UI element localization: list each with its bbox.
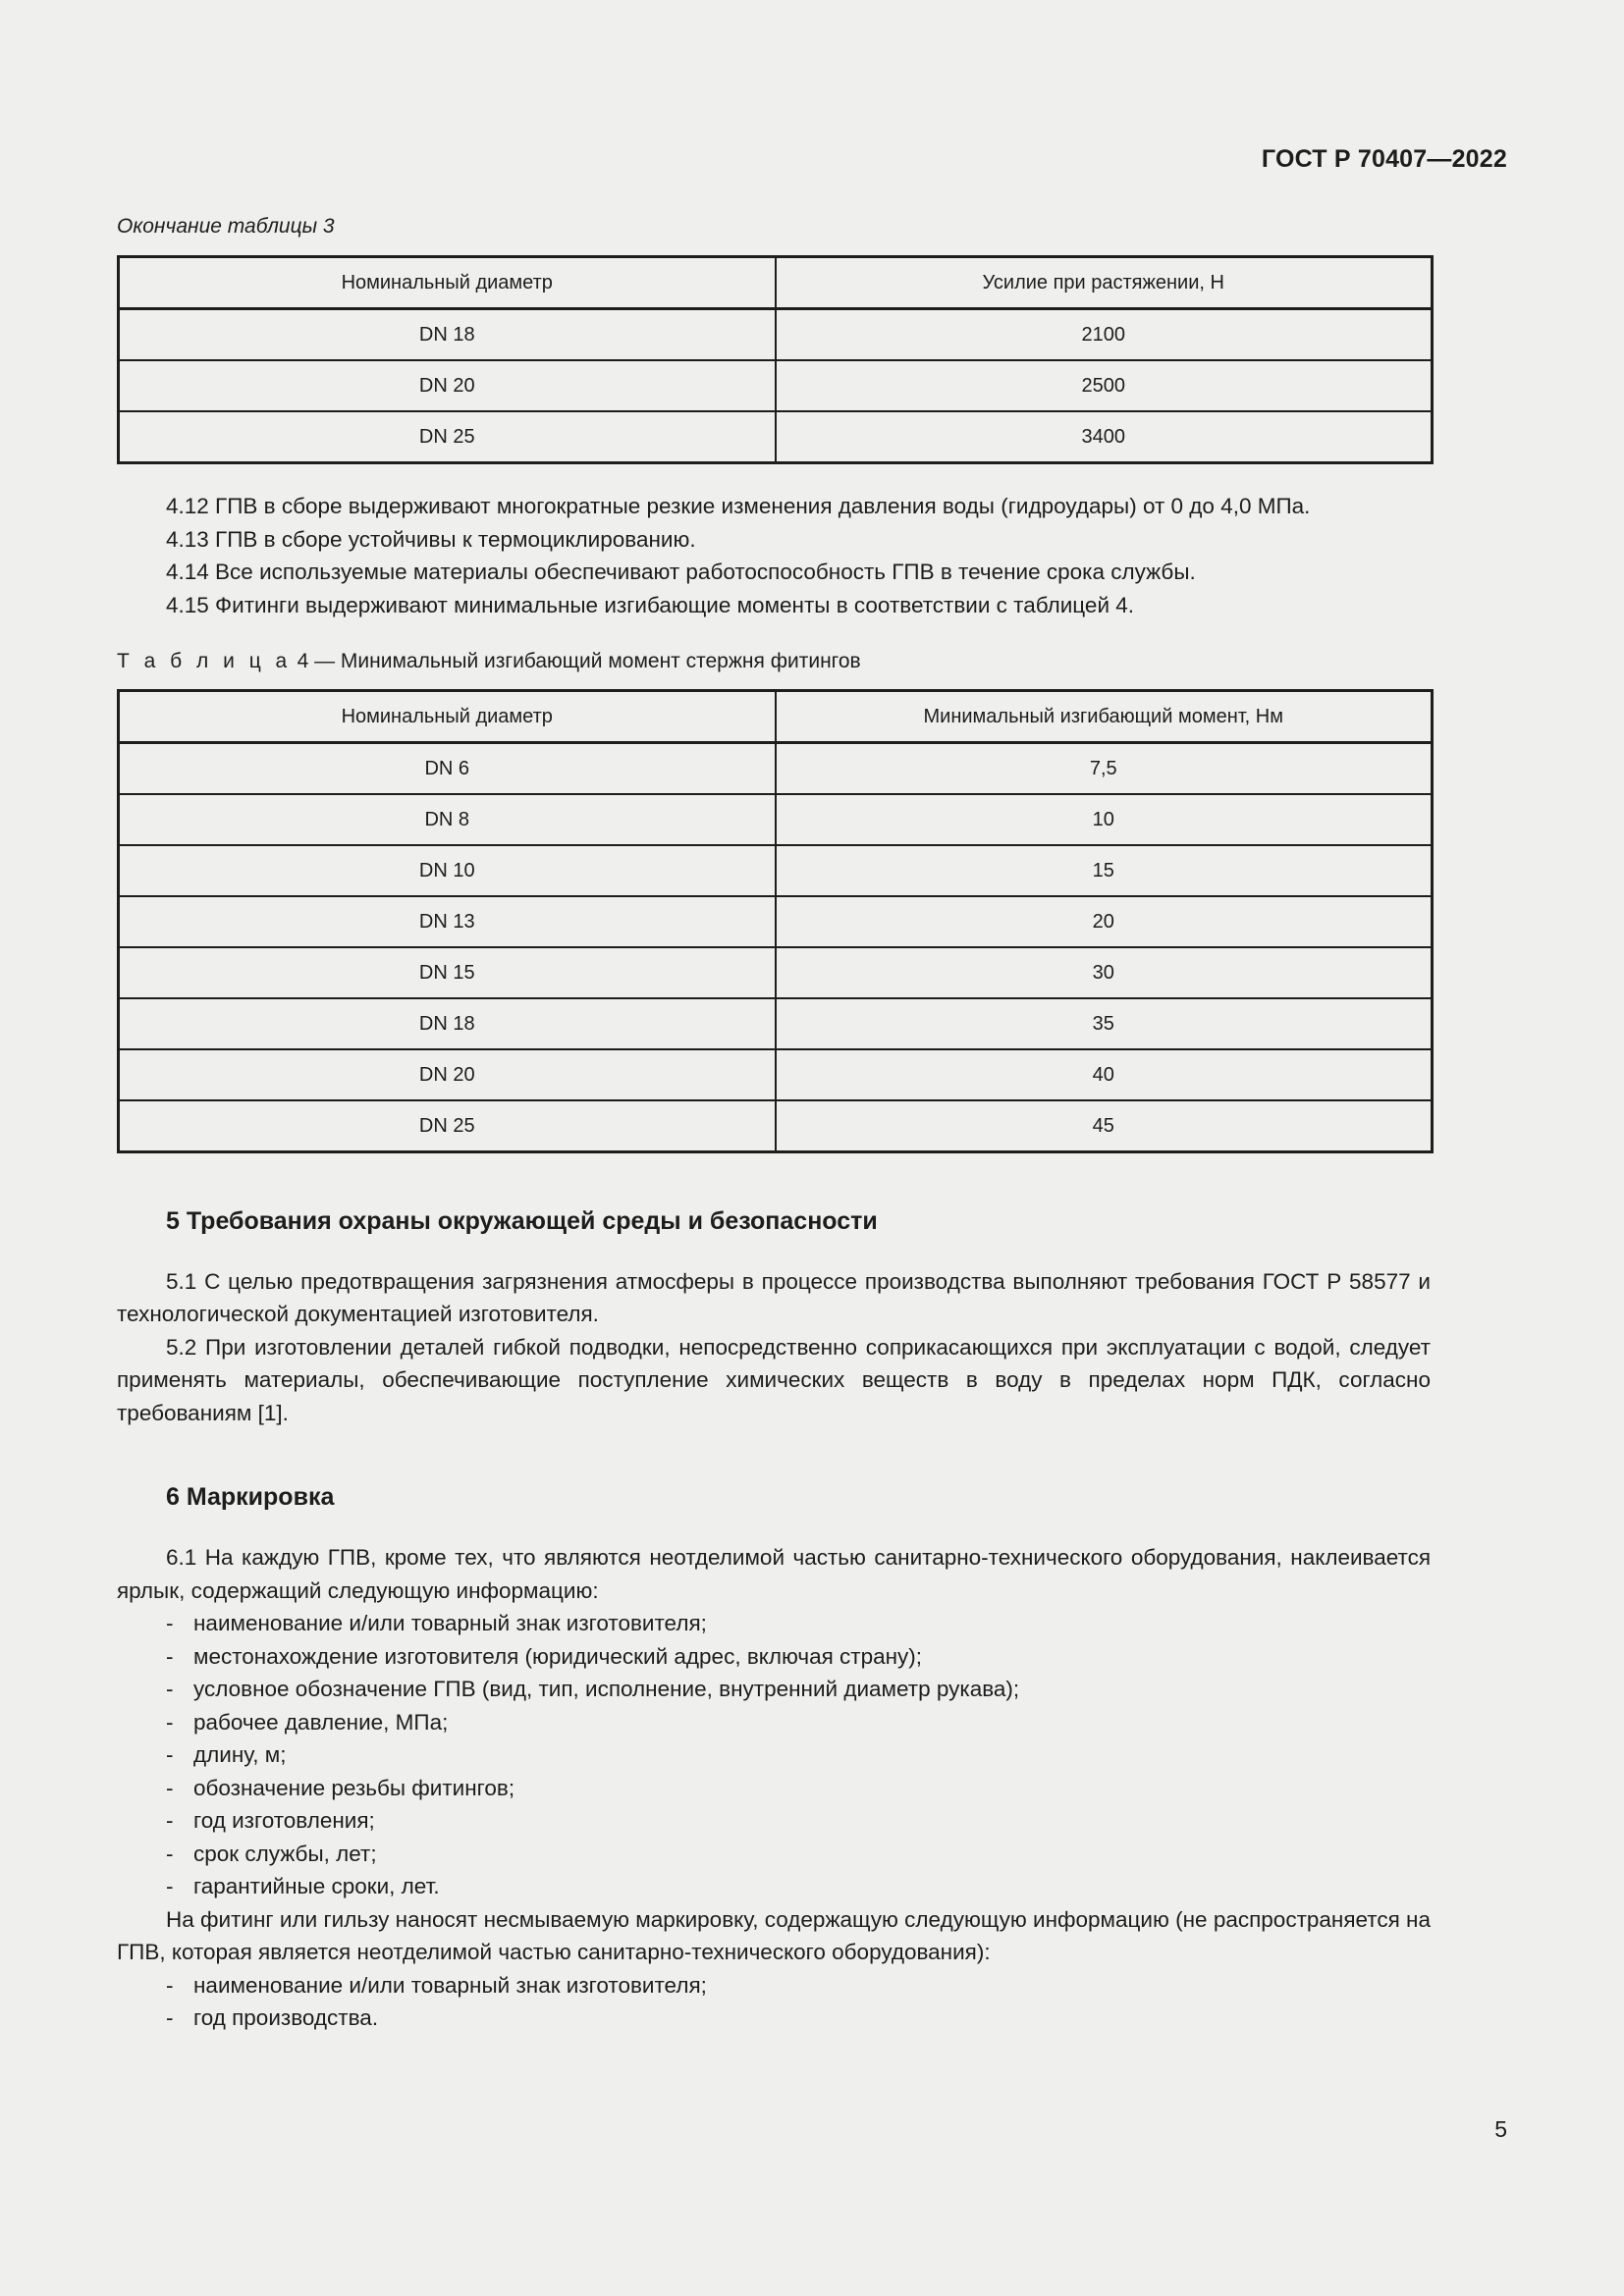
list-item bbox=[117, 1870, 1431, 1903]
list-item bbox=[117, 1640, 1431, 1674]
fitting-info-list bbox=[117, 1969, 1431, 2035]
dash-marker: - bbox=[166, 1808, 174, 1833]
table-row bbox=[119, 309, 1433, 361]
page-content bbox=[117, 214, 1431, 2035]
table-header-row bbox=[119, 690, 1433, 742]
cell-diameter: DN 25 bbox=[119, 411, 776, 463]
column-header-nominal-diameter: Номинальный диаметр bbox=[119, 257, 776, 309]
dash-marker: - bbox=[166, 2005, 174, 2030]
list-item-label: местонахождение изготовителя (юридический адрес, включая страну); bbox=[193, 1643, 923, 1669]
table-row bbox=[119, 1049, 1433, 1100]
clause-5-1: 5.1 С целью предотвращения загрязнения атмосферы в процессе производства выполняют требования ГОСТ Р 58577 и технологической документацией изготовителя. bbox=[117, 1268, 1431, 1326]
list-item bbox=[117, 1838, 1431, 1871]
dash-marker: - bbox=[166, 1611, 174, 1635]
cell-diameter: DN 8 bbox=[119, 794, 776, 845]
list-item-label: рабочее давление, МПа; bbox=[193, 1709, 449, 1735]
list-item-label: гарантийные сроки, лет. bbox=[193, 1874, 440, 1898]
cell-moment: 20 bbox=[776, 896, 1433, 947]
list-item bbox=[117, 1772, 1431, 1805]
clause-4-12: 4.12 ГПВ в сборе выдерживают многократные резкие изменения давления воды (гидроудары) от 0 до 4,0 МПа. bbox=[166, 494, 1311, 519]
list-item-label: наименование и/или товарный знак изготовителя; bbox=[193, 1972, 707, 1998]
dash-marker: - bbox=[166, 1677, 174, 1701]
dash-marker: - bbox=[166, 1775, 174, 1800]
section-6-heading: 6 Маркировка bbox=[166, 1483, 335, 1511]
list-item bbox=[117, 1738, 1431, 1772]
table-4-caption bbox=[117, 649, 1431, 674]
cell-moment: 40 bbox=[776, 1049, 1433, 1100]
table-4-caption-word: Т а б л и ц а bbox=[117, 650, 292, 673]
section-5-heading: 5 Требования охраны окружающей среды и безопасности bbox=[166, 1206, 878, 1235]
cell-diameter: DN 25 bbox=[119, 1100, 776, 1152]
list-item-label: год изготовления; bbox=[193, 1808, 375, 1833]
dash-marker: - bbox=[166, 1742, 174, 1767]
cell-moment: 15 bbox=[776, 845, 1433, 896]
list-item-label: наименование и/или товарный знак изготовителя; bbox=[193, 1611, 707, 1635]
standard-code-header: ГОСТ Р 70407—2022 bbox=[1261, 145, 1507, 173]
table-header-row bbox=[119, 257, 1433, 309]
column-header-bending-moment: Минимальный изгибающий момент, Нм bbox=[776, 690, 1433, 742]
list-item bbox=[117, 1607, 1431, 1640]
table-4 bbox=[117, 689, 1434, 1153]
list-item bbox=[117, 1673, 1431, 1706]
table-4-block bbox=[117, 649, 1431, 1152]
cell-diameter: DN 18 bbox=[119, 998, 776, 1049]
cell-force: 2100 bbox=[776, 309, 1433, 361]
table-3-block bbox=[117, 214, 1431, 464]
table-row bbox=[119, 947, 1433, 998]
table-row bbox=[119, 742, 1433, 794]
cell-force: 2500 bbox=[776, 360, 1433, 411]
dash-marker: - bbox=[166, 1643, 174, 1669]
cell-diameter: DN 18 bbox=[119, 309, 776, 361]
label-info-list bbox=[117, 1607, 1431, 1903]
table-row bbox=[119, 794, 1433, 845]
clause-4-15: 4.15 Фитинги выдерживают минимальные изгибающие моменты в соответствии с таблицей 4. bbox=[166, 592, 1135, 617]
cell-diameter: DN 15 bbox=[119, 947, 776, 998]
cell-moment: 45 bbox=[776, 1100, 1433, 1152]
table-row bbox=[119, 998, 1433, 1049]
list-item bbox=[117, 1804, 1431, 1838]
dash-marker: - bbox=[166, 1874, 174, 1898]
list-item-label: срок службы, лет; bbox=[193, 1841, 377, 1866]
table-4-caption-rest: 4 — Минимальный изгибающий момент стержня фитингов bbox=[297, 650, 861, 673]
table-row bbox=[119, 411, 1433, 463]
clause-6-1: 6.1 На каждую ГПВ, кроме тех, что являются неотделимой частью санитарно-технического оборудования, наклеивается ярлык, содержащий следующую информацию: bbox=[117, 1545, 1431, 1603]
cell-diameter: DN 20 bbox=[119, 360, 776, 411]
list-item bbox=[117, 2002, 1431, 2035]
clause-4-13: 4.13 ГПВ в сборе устойчивы к термоциклированию. bbox=[166, 526, 696, 552]
dash-marker: - bbox=[166, 1841, 174, 1866]
cell-moment: 30 bbox=[776, 947, 1433, 998]
cell-moment: 7,5 bbox=[776, 742, 1433, 794]
list-item-label: год производства. bbox=[193, 2005, 379, 2030]
clause-4-14: 4.14 Все используемые материалы обеспечивают работоспособность ГПВ в течение срока службы. bbox=[166, 560, 1196, 585]
page-number: 5 bbox=[1494, 2116, 1507, 2142]
list-item-label: обозначение резьбы фитингов; bbox=[193, 1775, 515, 1800]
cell-moment: 35 bbox=[776, 998, 1433, 1049]
table-3-caption: Окончание таблицы 3 bbox=[117, 215, 335, 238]
table-row bbox=[119, 845, 1433, 896]
cell-force: 3400 bbox=[776, 411, 1433, 463]
table-3 bbox=[117, 255, 1434, 464]
dash-marker: - bbox=[166, 1709, 174, 1735]
dash-marker: - bbox=[166, 1972, 174, 1998]
column-header-nominal-diameter: Номинальный диаметр bbox=[119, 690, 776, 742]
clauses-4-group bbox=[117, 490, 1431, 621]
table-row bbox=[119, 896, 1433, 947]
cell-diameter: DN 6 bbox=[119, 742, 776, 794]
table-row bbox=[119, 360, 1433, 411]
cell-diameter: DN 10 bbox=[119, 845, 776, 896]
cell-diameter: DN 20 bbox=[119, 1049, 776, 1100]
list-item-label: длину, м; bbox=[193, 1742, 287, 1767]
cell-moment: 10 bbox=[776, 794, 1433, 845]
list-item bbox=[117, 1706, 1431, 1739]
table-row bbox=[119, 1100, 1433, 1152]
list-item-label: условное обозначение ГПВ (вид, тип, исполнение, внутренний диаметр рукава); bbox=[193, 1677, 1020, 1701]
column-header-tensile-force: Усилие при растяжении, Н bbox=[776, 257, 1433, 309]
cell-diameter: DN 13 bbox=[119, 896, 776, 947]
fitting-marking-intro: На фитинг или гильзу наносят несмываемую маркировку, содержащую следующую информацию (не распространяется на ГПВ, которая является неотделимой частью санитарно-технического оборудования): bbox=[117, 1906, 1431, 1964]
clause-5-2: 5.2 При изготовлении деталей гибкой подводки, непосредственно соприкасающихся при эксплуатации с водой, следует применять материалы, обеспечивающие поступление химических веществ в воду в пределах норм ПДК, согласно требованиям [1]. bbox=[117, 1334, 1431, 1425]
list-item bbox=[117, 1969, 1431, 2002]
